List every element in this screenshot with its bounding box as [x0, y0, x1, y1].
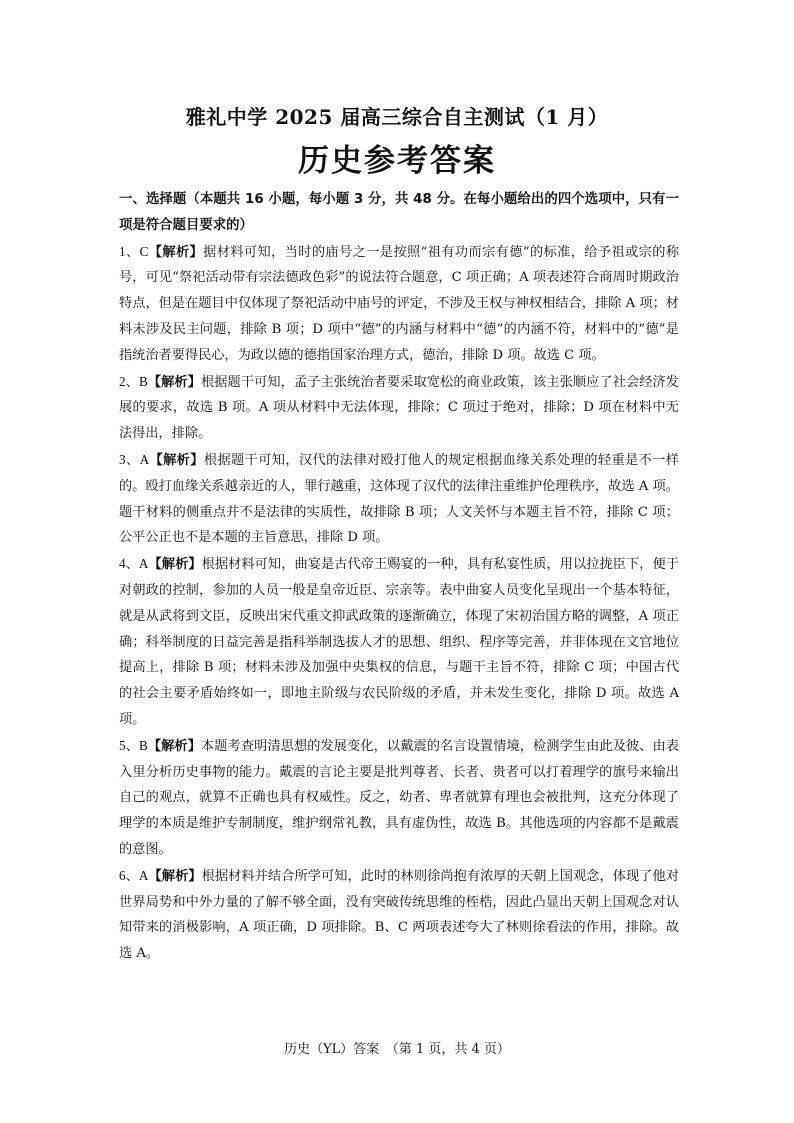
- analysis-tag: 【解析】: [147, 738, 201, 754]
- answer-text: 据材料可知，当时的庙号之一是按照“祖有功而宗有德”的标准，给予祖或宗的称号，可见“祭祀活动带有宗法德政色彩”的说法符合题意，C 项正确；A 项表述符合商周时期政治特点，但是在题目中仅体现了祭祀活动中庙号的评定，不涉及王权与神权相结合，排除 A 项；材料未涉及民主问题，排除 B 项；D 项中“德”的内涵与材料中“德”的内涵不符，材料中的“德”是指统治者要得民心，为政以德的德指国家治理方式，德治，排除 D 项。故选 C 项。: [119, 244, 680, 363]
- answer-body: [119, 187, 679, 967]
- answer-number: 1、C: [119, 243, 149, 259]
- answer-text: 本题考查明清思想的发展变化，以戴震的名言设置情境，检测学生由此及彼、由表入里分析历史事物的能力。戴震的言论主要是批判尊者、长者、贵者可以打着理学的旗号来输出自己的观点，就算不正确也具有权威性。反之，幼者、卑者就算有理也会被批判，这充分体现了理学的本质是维护专制制度，维护纲常礼教，具有虚伪性，故选 B。其他选项的内容都不是戴震的意图。: [119, 738, 679, 857]
- analysis-tag: 【解析】: [148, 557, 202, 573]
- answer-item-1: [119, 239, 679, 369]
- answer-text: 根据题干可知，汉代的法律对殴打他人的规定根据血缘关系处理的轻重是不一样的。殴打血缘关系越亲近的人，罪行越重，这体现了汉代的法律注重维护伦理秩序，故选 A 项。题干材料的侧重点并不是法律的实质性，故排除 B 项；人文关怀与本题主旨不符，排除 C 项；公平公正也不是本题的主旨意思，排除 D 项。: [119, 452, 679, 546]
- answer-item-6: [119, 863, 679, 967]
- answer-number: 5、B: [119, 737, 148, 753]
- page-title: 雅礼中学 2025 届高三综合自主测试（1 月）: [185, 105, 609, 129]
- page-subtitle: 历史参考答案: [298, 143, 496, 179]
- section-heading: 一、选择题（本题共 16 小题，每小题 3 分，共 48 分。在每小题给出的四个选项中，只有一项是符合题目要求的）: [119, 192, 679, 233]
- analysis-tag: 【解析】: [148, 244, 204, 260]
- footer-text: 历史（YL）答案 （第 1 页，共 4 页）: [284, 1042, 510, 1057]
- answer-text: 根据材料可知，曲宴是古代帝王赐宴的一种，具有私宴性质，用以拉拢臣下，便于对朝政的控制，参加的人员一般是皇帝近臣、宗亲等。表中曲宴人员变化呈现出一个基本特征，就是从武将到文臣，反映出宋代重文抑武政策的逐渐确立，体现了宋初治国方略的调整，A 项正确；科举制度的日益完善是指科举制选拔人才的思想、组织、程序等完善，并非体现在文官地位提高上，排除 B 项；材料未涉及加强中央集权的信息，与题干主旨不符，排除 C 项；中国古代的社会主要矛盾始终如一，即地主阶级与农民阶级的矛盾，并未发生变化，排除 D 项。故选 A 项。: [119, 557, 680, 727]
- answer-text: 根据题干可知，孟子主张统治者要采取宽松的商业政策，该主张顺应了社会经济发展的要求，故选 B 项。A 项从材料中无法体现，排除；C 项过于绝对，排除；D 项在材料中无法得出，排除。: [119, 374, 679, 442]
- analysis-tag: 【解析】: [147, 374, 201, 390]
- page-footer: [0, 1041, 794, 1059]
- analysis-tag: 【解析】: [149, 452, 204, 468]
- answer-item-4: [119, 551, 679, 733]
- answer-item-3: [119, 447, 679, 551]
- answer-item-2: [119, 369, 679, 447]
- answer-text: 根据材料并结合所学可知，此时的林则徐尚抱有浓厚的天朝上国观念，体现了他对世界局势和中外力量的了解不够全面，没有突破传统思维的桎梏，因此凸显出天朝上国观念对认知带来的消极影响，A 项正确，D 项排除。B、C 两项表述夸大了林则徐看法的作用，排除。故选 A。: [119, 868, 680, 962]
- answer-number: 6、A: [119, 867, 149, 883]
- answer-number: 3、A: [119, 451, 150, 467]
- answer-item-5: [119, 733, 679, 863]
- analysis-tag: 【解析】: [148, 868, 202, 884]
- answer-number: 2、B: [119, 373, 148, 389]
- answer-number: 4、A: [119, 556, 149, 572]
